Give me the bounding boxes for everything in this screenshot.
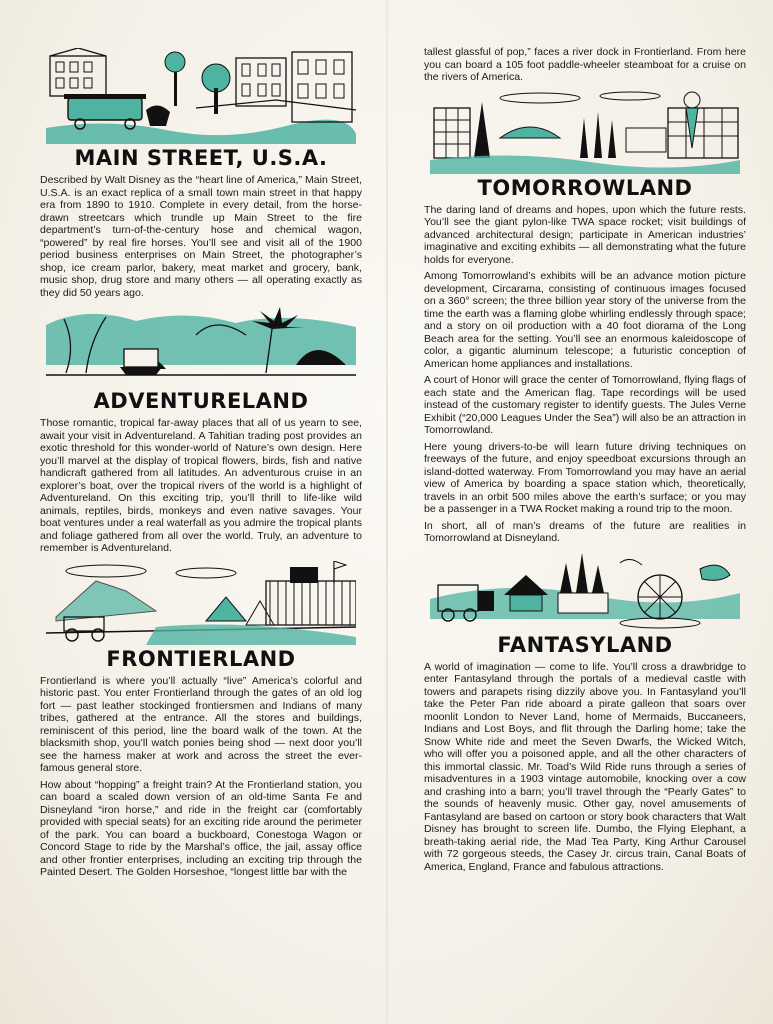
section-tomorrowland xyxy=(424,88,746,545)
section-fantasyland xyxy=(424,549,746,874)
left-column xyxy=(40,48,362,883)
section-title: MAIN STREET, U.S.A. xyxy=(74,146,328,170)
paragraph: tallest glassful of pop,” faces a river dock in Frontierland. From here you can board a 105 foot paddle-wheeler steamboat for a cruise on the rivers of America. xyxy=(424,46,746,83)
fantasyland-illustration xyxy=(430,549,740,631)
paragraph: Among Tomorrowland’s exhibits will be an advance motion picture development, Circarama, consisting of continuous images focused on a 360° screen; the three billion year story of the universe from the time the earth was a flaming globe whirling endlessly through space; and a story on oil production with a 40 foot diorama of the Long Beach area for the setting. You’ll see an enormous kaleidoscope of color, a gigantic aluminum telescope; a futuristic conception of American home appliances and installations. xyxy=(424,270,746,370)
tomorrowland-illustration xyxy=(430,88,740,174)
right-column xyxy=(424,46,746,877)
section-title: TOMORROWLAND xyxy=(477,175,693,200)
paragraph: In short, all of man’s dreams of the future are realities in Tomorrowland at Disneyland. xyxy=(424,519,746,544)
section-frontierland xyxy=(40,561,362,879)
frontierland-illustration xyxy=(46,561,356,645)
section-title: FRONTIERLAND xyxy=(106,646,296,671)
paragraph: How about “hopping” a freight train? At the Frontierland station, you can board a scaled down version of an old-time Santa Fe and Disneyland “iron horse,” and ride in the freight car (comfortably provided with special seats) for an exciting ride around the perimeter of the park. You can board a buckboard, Conestoga Wagon or Concord Stage to ride by the Marshal’s office, the jail, assay office and other frontier enterprises, including an exciting trip through the Painted Desert. The Golden Horseshoe, “longest little bar with the xyxy=(40,778,362,878)
paragraph: A world of imagination — come to life. You’ll cross a drawbridge to enter Fantasyland through the portals of a medieval castle with towers and parapets rising dizzily above you. In Fantasyland you’ll take the Peter Pan ride aboard a pirate galleon that soars over moonlit London to Never Land, home of Mermaids, Buccaneers, Indians and Lost Boys, and flit through the Darling home; take the Snow White ride and meet the Seven Dwarfs, the Wicked Witch, who will offer you a poisoned apple, and all the other characters of this immortal classic. Mr. Toad’s Wild Ride runs through a series of misadventures in a 1903 vintage automobile, knocking over a cow and crashing into a barn; you’ll travel through the “Pearly Gates” to the sounds of heavenly music. Other gay, novel amusements of Fantasyland are based on cartoon or story book characters that Walt Disney has brought to screen life. Dumbo, the Flying Elephant, a breath-taking aerial ride, the Mad Tea Party, King Arthur Carousel with 72 gorgeous steeds, the Casey Jr. circus train, Canal Boats of America, England, France and fabulous attractions. xyxy=(424,660,746,873)
paragraph: A court of Honor will grace the center of Tomorrowland, flying flags of each state and the American flag. Tape recordings will be used instead of the customary register to identify guests. The Jules Verne Exhibit (“20,000 Leagues Under the Sea”) will also be an attraction in Tomorrowland. xyxy=(424,374,746,436)
paragraph: Described by Walt Disney as the “heart line of America,” Main Street, U.S.A. is an exact replica of a small town main street in that happy era from 1890 to 1910. Complete in every detail, from the horse-drawn streetcars which trundle up Main Street to the fire department’s turn-of-the-century hose and chemical wagon, “powered” by real fire horses. You’ll see and visit all of the 1900 period business enterprises on Main Street, the photographer’s shop, ice cream parlor, bakery, meat market and grocery, bank, music shop, drug store and many others — all operating exactly as they did 50 years ago. xyxy=(40,174,362,299)
section-adventureland xyxy=(40,305,362,555)
page-fold xyxy=(386,0,388,1024)
section-title: FANTASYLAND xyxy=(497,632,673,657)
paragraph: Those romantic, tropical far-away places that all of us yearn to see, await your visit in Adventureland. A Tahitian trading post provides an exotic threshold for this wonder-world of Nature’s own design. Here you’ll marvel at the display of tropical flowers, birds, fish and native handicraft gathered from all latitudes. An adventurous cruise in an explorer’s boat, over the tropical rivers of the world is a highlight of Adventureland. On this exciting trip, you’ll thrill to life-like wild animals, reptiles, birds, monkeys and even native savages. Your boat ventures under a real waterfall as you admire the tropical plants and foliage gathered from all over the world. Truly, an adventure to remember is Adventureland. xyxy=(40,417,362,554)
main-street-illustration xyxy=(46,48,356,144)
paragraph: The daring land of dreams and hopes, upon which the future rests. You’ll see the giant pylon-like TWA space rocket; visit buildings of advanced architectural design; participate in American industries’ imaginative and exciting exhibits — all demonstrating what the future holds for everyone. xyxy=(424,203,746,266)
section-title: ADVENTURELAND xyxy=(93,389,309,413)
adventureland-illustration xyxy=(46,305,356,387)
paragraph: Here young drivers-to-be will learn future driving techniques on freeways of the future, and enjoy speedboat excursions through an island-dotted waterway. From Tomorrowland you may have an aerial view of America by boarding a space station which, theoretically, travels in an orbit 500 miles above the earth’s surface; or you may be a passenger in a TWA Rocket making a round trip to the moon. xyxy=(424,440,746,515)
section-main-street xyxy=(40,48,362,299)
paragraph: Frontierland is where you’ll actually “live” America’s colorful and historic past. You enter Frontierland through the gates of an old log fort — past leather stockinged frontiersmen and Indians of many tribes, gathered at the entrance. All the stores and buildings, reminiscent of this period, line the board walk of the town. At the blacksmith shop, you’ll watch ponies being shod — next door you’ll see the harness maker at work and across the street the ever-famous general store. xyxy=(40,674,362,774)
